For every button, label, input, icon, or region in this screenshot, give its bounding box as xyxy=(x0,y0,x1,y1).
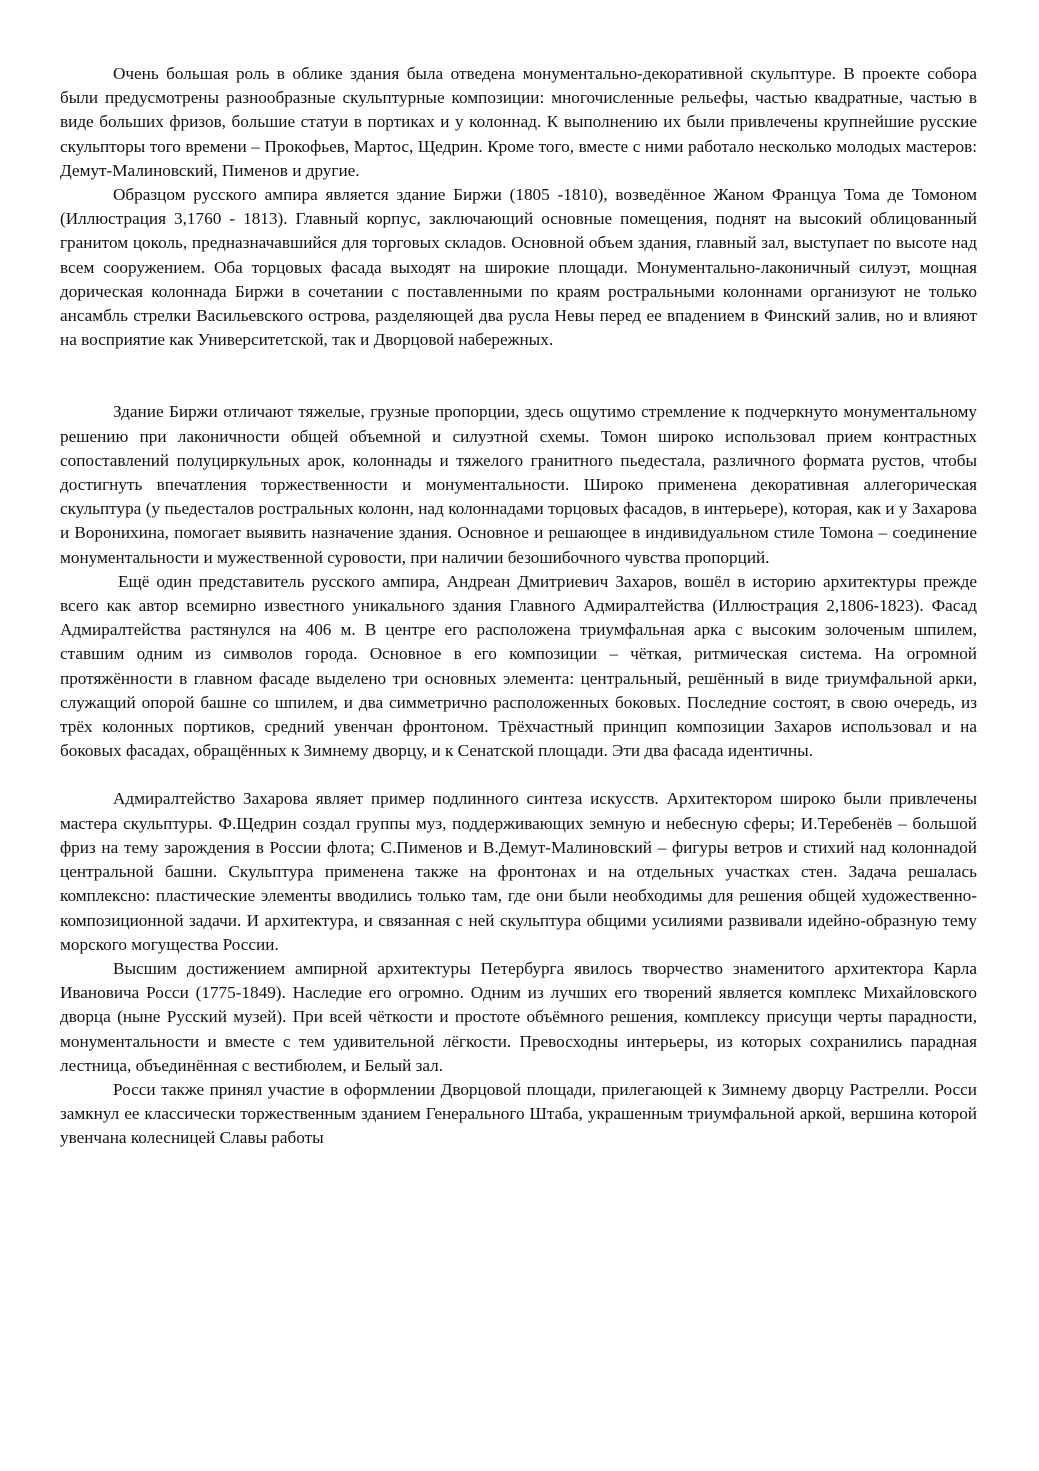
paragraph-rossi: Высшим достижением ампирной архитектуры Петербурга явилось творчество знаменитого архитектора Карла Ивановича Росси (1775-1849). Наследие его огромно. Одним из лучших его творений является комплекс Михайловского дворца (ныне Русский музей). При всей чёткости и простоте объёмного решения, комплексу присущи черты парадности, монументальности и вместе с тем удивительной лёгкости. Превосходны интерьеры, из которых сохранились парадная лестница, объединённая с вестибюлем, и Белый зал. xyxy=(60,958,977,1075)
paragraph-palace-square: Росси также принял участие в оформлении Дворцовой площади, прилегающей к Зимнему дворцу Растрелли. Росси замкнул ее классически торжественным зданием Генерального Штаба, украшенным триумфальной аркой, вершина которой увенчана колесницей Славы работы xyxy=(60,1079,977,1148)
paragraph-exchange-building: Образцом русского ампира является здание Биржи (1805 -1810), возведённое Жаном Француа Тома де Томоном (Иллюстрация 3,1760 - 1813). Главный корпус, заключающий основные помещения, поднят на высокий облицованный гранитом цоколь, предназначавшийся для торговых складов. Основной объем здания, главный зал, выступает по высоте над всем сооружением. Оба торцовых фасада выходят на широкие площади. Монументально-лаконичный силуэт, мощная дорическая колоннада Биржи в сочетании с поставленными по краям ростральными колоннами организуют не только ансамбль стрелки Васильевского острова, разделяющей два русла Невы перед ее впадением в Финский залив, но и влияют на восприятие как Университетской, так и Дворцовой набережных. xyxy=(60,185,977,350)
paragraph-sculpture: Очень большая роль в облике здания была отведена монументально-декоративной скульптуре. В проекте собора были предусмотрены разнообразные скульптурные композиции: многочисленные рельефы, частью квадратные, частью в виде больших фризов, большие статуи в портиках и у колоннад. К выполнению их были привлечены крупнейшие русские скульпторы того времени – Прокофьев, Мартос, Щедрин. Кроме того, вместе с ними работало несколько молодых мастеров: Демут-Малиновский, Пименов и другие. xyxy=(60,64,977,180)
document-page xyxy=(60,62,977,1151)
paragraph-admiralty-synthesis: Адмиралтейство Захарова являет пример подлинного синтеза искусств. Архитектором широко были привлечены мастера скульптуры. Ф.Щедрин создал группы муз, поддерживающих земную и небесную сферы; И.Теребенёв – большой фриз на тему зарождения в России флота; С.Пименов и В.Демут-Малиновский – фигуры ветров и стихий над колоннадой центральной башни. Скульптура применена также на фронтонах и на отдельных участках стен. Задача решалась комплексно: пластические элементы вводились только там, где они были необходимы для решения общей художественно-композиционной задачи. И архитектура, и связанная с ней скульптура общими усилиями развивали идейно-образную тему морского могущества России. xyxy=(60,789,977,954)
paragraph-zakharov-admiralty: Ещё один представитель русского ампира, Андреан Дмитриевич Захаров, вошёл в историю архитектуры прежде всего как автор всемирно известного уникального здания Главного Адмиралтейства (Иллюстрация 2,1806-1823). Фасад Адмиралтейства растянулся на 406 м. В центре его расположена триумфальная арка с высоким золоченым шпилем, ставшим одним из символов города. Основное в его композиции – чёткая, ритмическая система. На огромной протяжённости в главном фасаде выделено три основных элемента: центральный, решённый в виде триумфальной арки, служащий опорой башне со шпилем, и два симметрично расположенных боковых. Последние состоят, в свою очередь, из трёх колонных портиков, средний увенчан фронтоном. Трёхчастный принцип композиции Захаров использовал и на боковых фасадах, обращённых к Зимнему дворцу, и к Сенатской площади. Эти два фасада идентичны. xyxy=(60,571,977,761)
paragraph-exchange-proportions: Здание Биржи отличают тяжелые, грузные пропорции, здесь ощутимо стремление к подчеркнуто монументальному решению при лаконичности общей объемной и силуэтной схемы. Томон широко использовал прием контрастных сопоставлений полуциркульных арок, колоннады и тяжелого гранитного пьедестала, различного формата рустов, чтобы достигнуть впечатления торжественности и монументальности. Широко применена декоративная аллегорическая скульптура (у пьедесталов ростральных колонн, над колоннадами торцовых фасадов, в интерьере), которая, как и у Захарова и Воронихина, помогает выявить назначение здания. Основное и решающее в индивидуальном стиле Томона – соединение монументальности и мужественной суровости, при наличии безошибочного чувства пропорций. xyxy=(60,402,977,567)
